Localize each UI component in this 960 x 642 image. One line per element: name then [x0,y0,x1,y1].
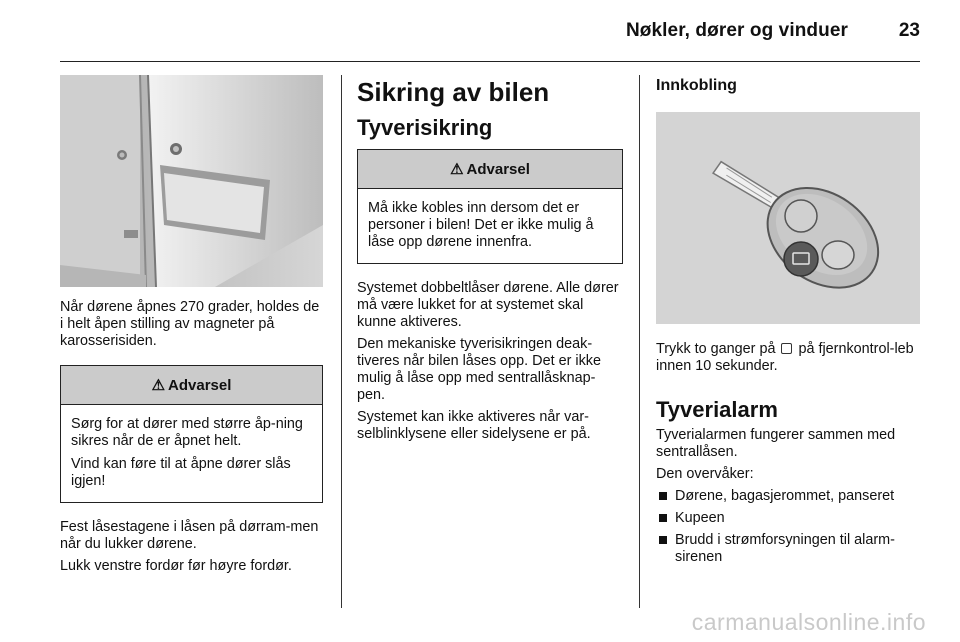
warning-text: Sørg for at dører med større åp-ning sikres når de er åpnet helt. [71,416,303,449]
warning-icon: ⚠ [151,377,166,394]
section-heading: Tyverialarm [656,397,778,422]
lock-icon [781,343,792,354]
body-paragraph: Systemet dobbeltlåser dørene. Alle dører må være lukket for at systemet skal kunne aktiveres. [357,280,619,330]
list-item: Brudd i strømforsyningen til alarm-sirenen [656,532,920,566]
page-header [60,0,920,62]
alarm-intro: Tyverialarmen fungerer sammen med sentrallåsen. [656,427,896,460]
middle-column [357,75,623,448]
lock-rod-text: Fest låsestagene i låsen på dørram-men når du lukker dørene. [60,519,319,552]
subsection-heading: Tyverisikring [357,115,493,140]
warning-header [61,366,322,405]
warning-header [358,150,622,189]
right-column [656,75,920,571]
open-door-photo [60,75,323,287]
monitor-intro: Den overvåker: [656,466,754,482]
column-divider-2 [639,75,640,608]
warning-text: Vind kan føre til at åpne dører slås igjen! [71,456,291,489]
page-title: Nøkler, dører og vinduer [625,20,848,41]
warning-box [60,365,323,503]
body-paragraph: Systemet kan ikke aktiveres når var-selblinklysene eller sidelysene er på. [357,409,591,442]
remote-key-photo [656,112,920,324]
body-paragraph: Den mekaniske tyverisikringen deak-tiveres når bilen låses opp. Det er ikke mulig å låse opp med sentrallåsknap-pen. [357,336,601,403]
subsection-heading: Innkobling [656,77,737,94]
left-column [60,75,323,580]
warning-title: Advarsel [168,376,232,394]
warning-box [357,149,623,264]
page-number: 23 [898,20,920,41]
section-heading: Sikring av bilen [357,77,550,107]
instruction-text: Trykk to ganger på på fjernkontrol-leb innen 10 sekunder. [656,341,914,374]
warning-text: Må ikke kobles inn dersom det er personer i bilen! Det er ikke mulig å låse opp dørene innenfra. [368,200,594,250]
close-order-text: Lukk venstre fordør før høyre fordør. [60,558,292,574]
column-divider-1 [341,75,342,608]
list-item: Dørene, bagasjerommet, panseret [656,488,920,505]
watermark: carmanualsonline.info [691,609,926,635]
warning-title: Advarsel [466,160,530,178]
door-opening-text: Når dørene åpnes 270 grader, holdes de i helt åpen stilling av magneter på karosserisiden. [60,299,320,349]
list-item: Kupeen [656,510,920,527]
warning-icon: ⚠ [450,161,464,178]
